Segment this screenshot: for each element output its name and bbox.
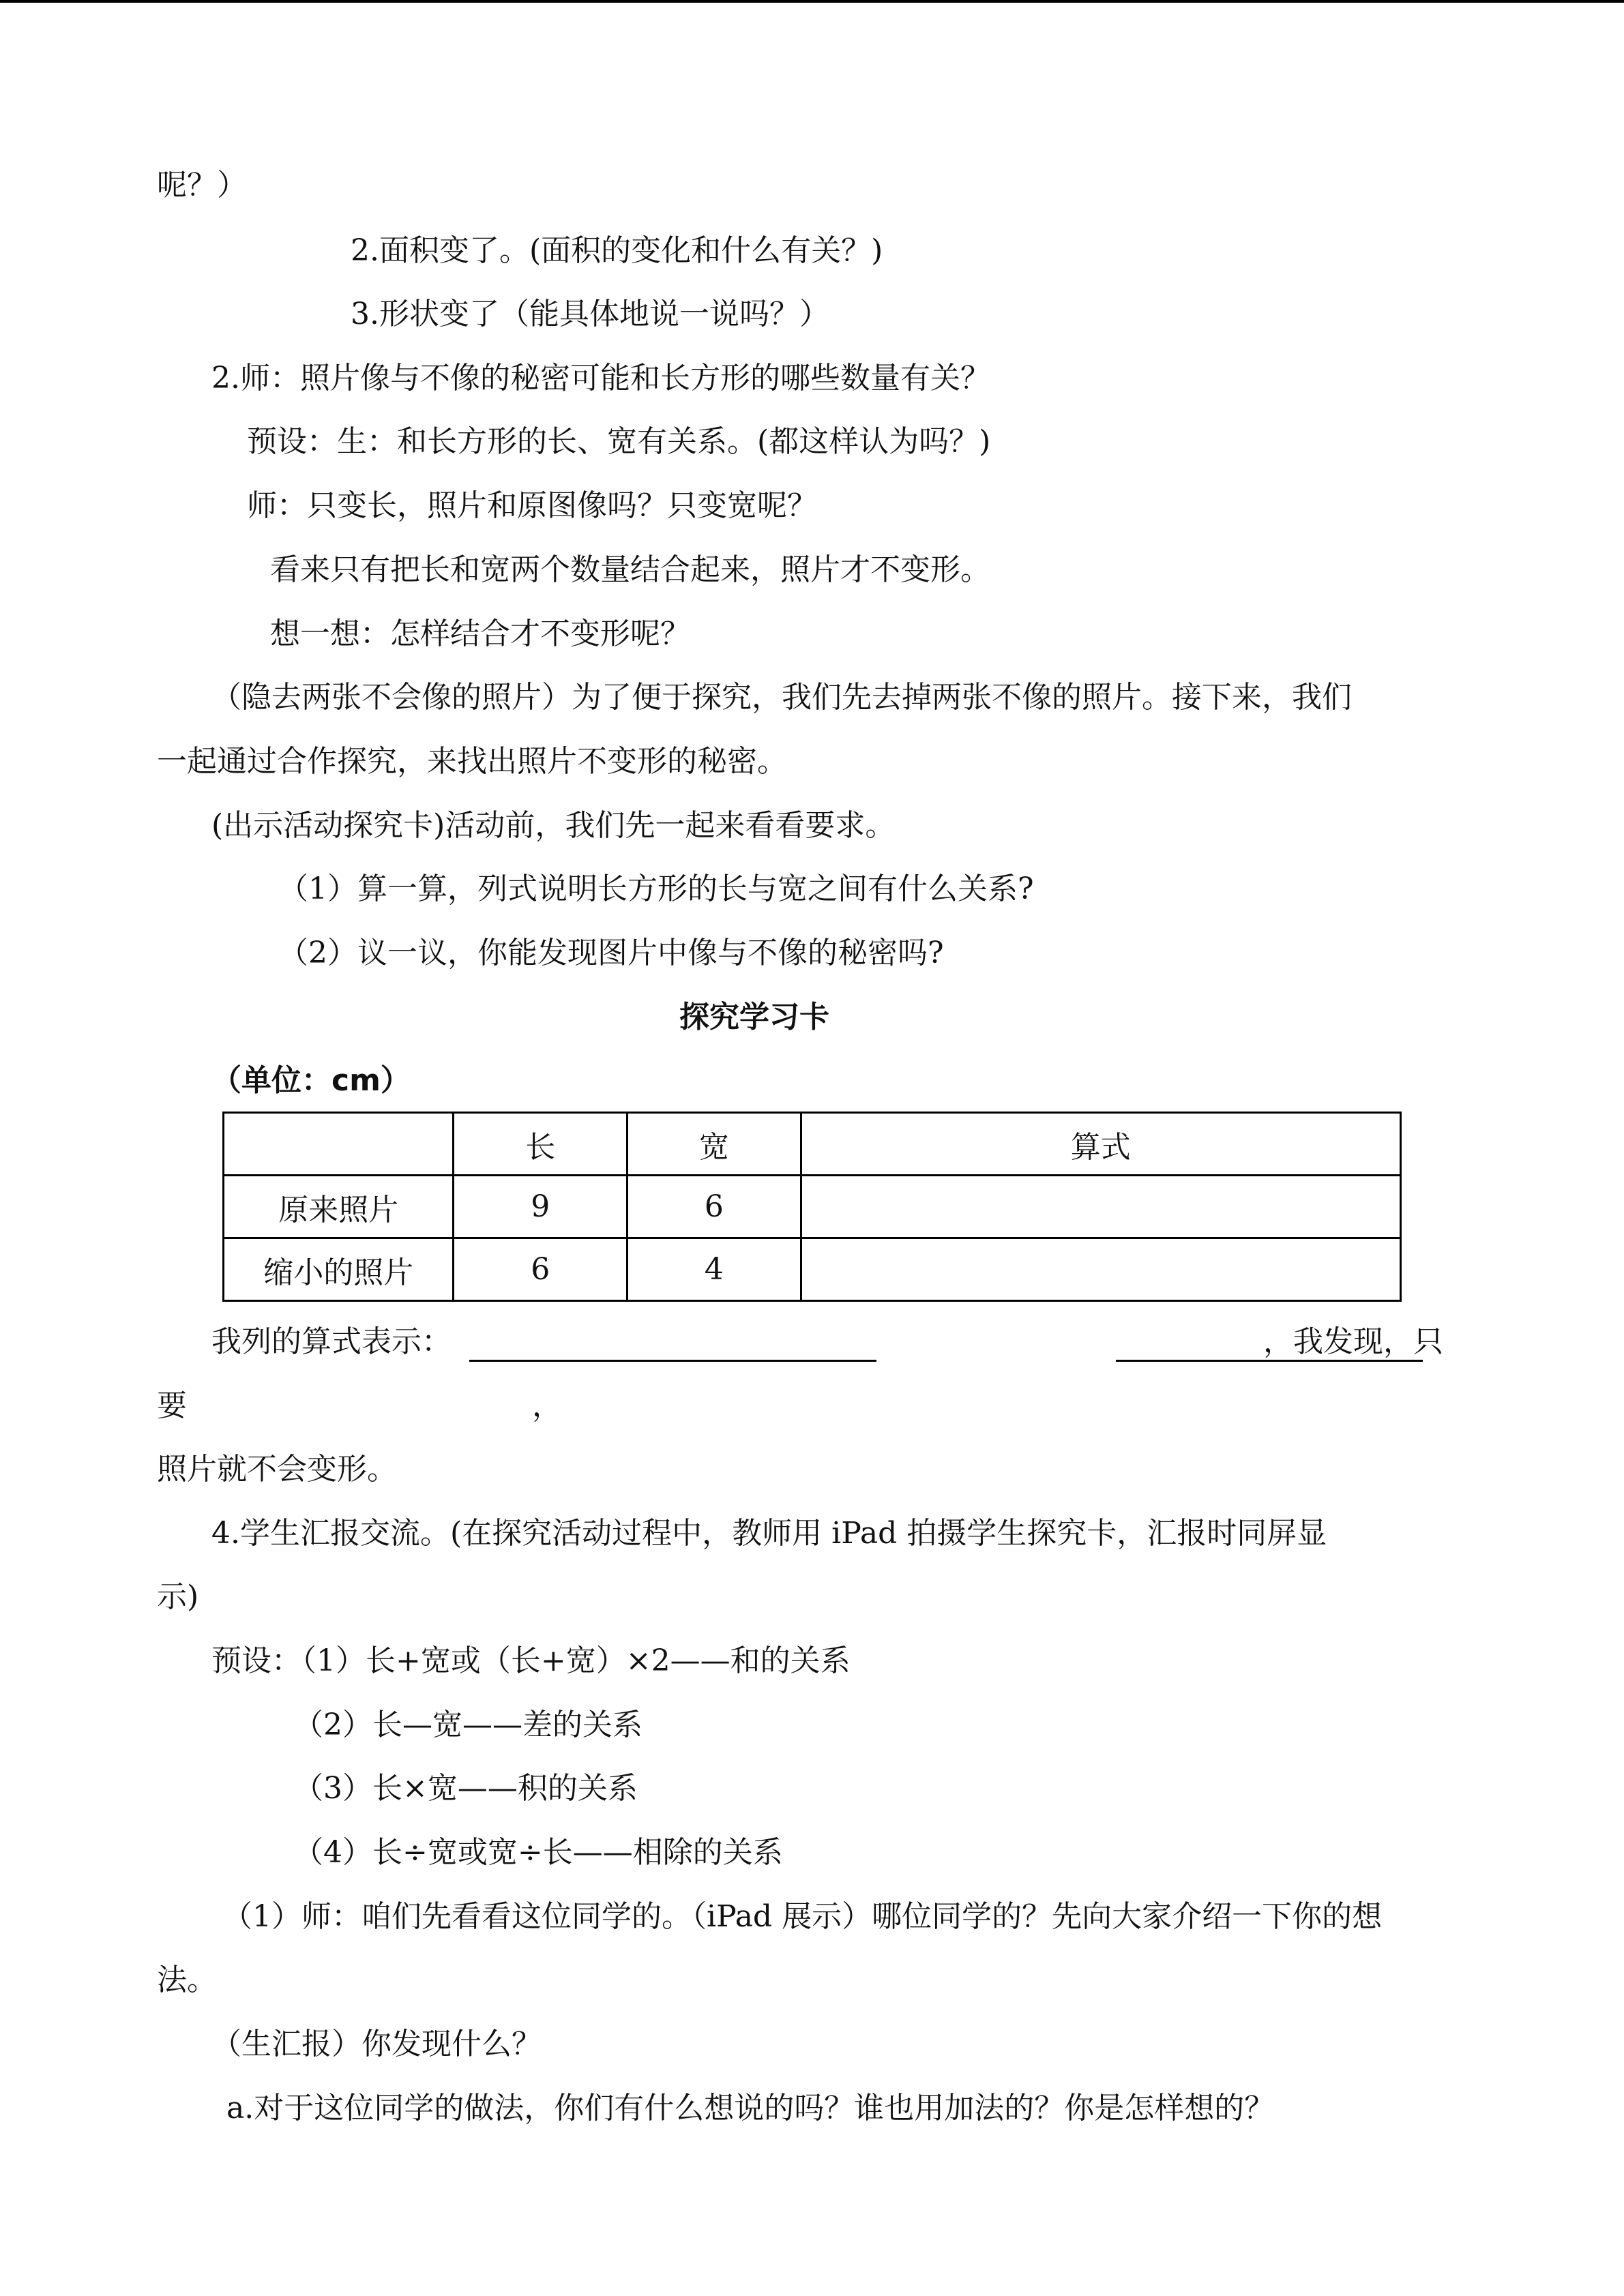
unit-label: （单位：cm）	[211, 1063, 411, 1098]
text-line: （2）议一议，你能发现图片中像与不像的秘密吗?	[278, 936, 944, 970]
table-cell: 6	[628, 1176, 801, 1238]
formula-cell[interactable]	[801, 1238, 1400, 1301]
text-line: 想一想：怎样结合才不变形呢？	[270, 616, 690, 651]
table-cell: 原来照片	[224, 1176, 454, 1238]
inquiry-card-table	[222, 1112, 1402, 1302]
text-line: 4.学生汇报交流。(在探究活动过程中，教师用 iPad 拍摄学生探究卡，汇报时同屏显	[211, 1516, 1327, 1551]
text-line: （4）长÷宽或宽÷长——相除的关系	[293, 1835, 783, 1870]
text-line: 法。	[157, 1963, 217, 1997]
text-line: 要	[157, 1388, 187, 1423]
table-cell: 9	[454, 1176, 628, 1238]
table-row	[224, 1176, 1401, 1238]
text-line: 3.形状变了（能具体地说一说吗？）	[351, 297, 829, 331]
text-line: ，	[532, 1388, 562, 1423]
text-line: 一起通过合作探究，来找出照片不变形的秘密。	[157, 744, 787, 779]
text-line: a.对于这位同学的做法，你们有什么想说的吗？谁也用加法的？你是怎样想的？	[226, 2091, 1275, 2126]
text-line: 2.师：照片像与不像的秘密可能和长方形的哪些数量有关？	[211, 361, 990, 396]
text-line: ，我发现，只	[1263, 1324, 1443, 1359]
text-line: 预设：生：和长方形的长、宽有关系。(都这样认为吗？)	[247, 424, 991, 459]
formula-cell[interactable]	[801, 1176, 1400, 1238]
table-header-row	[224, 1113, 1401, 1176]
text-line: （3）长×宽——积的关系	[293, 1771, 638, 1806]
card-title: 探究学习卡	[679, 1000, 829, 1034]
table-cell: 6	[454, 1238, 628, 1301]
table-header-cell: 算式	[801, 1113, 1400, 1176]
text-line: （生汇报）你发现什么？	[211, 2027, 542, 2061]
text-line: （隐去两张不会像的照片）为了便于探究，我们先去掉两张不像的照片。接下来，我们	[211, 680, 1352, 715]
text-line: 预设：（1）长+宽或（长+宽）×2——和的关系	[211, 1643, 851, 1678]
text-line: (出示活动探究卡)活动前，我们先一起来看看要求。	[211, 808, 896, 843]
table-header-cell: 长	[454, 1113, 628, 1176]
table-cell: 缩小的照片	[224, 1238, 454, 1301]
text-line: 师：只变长，照片和原图像吗？只变宽呢？	[247, 488, 817, 523]
table-cell: 4	[628, 1238, 801, 1301]
text-line: 我列的算式表示：	[211, 1324, 452, 1359]
text-line: 看来只有把长和宽两个数量结合起来，照片才不变形。	[270, 552, 990, 587]
text-line: （2）长—宽——差的关系	[293, 1708, 643, 1742]
text-line: 照片就不会变形。	[157, 1452, 397, 1487]
fill-blank-formula[interactable]	[469, 1360, 876, 1362]
table-header-cell: 宽	[628, 1113, 801, 1176]
table-header-cell	[224, 1113, 454, 1176]
text-line: （1）师：咱们先看看这位同学的。（iPad 展示）哪位同学的？先向大家介绍一下你的想	[222, 1899, 1383, 1934]
text-line: 呢？）	[157, 168, 247, 203]
text-line: 示)	[157, 1579, 199, 1614]
text-line: 2.面积变了。(面积的变化和什么有关？)	[351, 233, 883, 268]
text-line: （1）算一算，列式说明长方形的长与宽之间有什么关系?	[278, 871, 1034, 906]
table-row	[224, 1238, 1401, 1301]
